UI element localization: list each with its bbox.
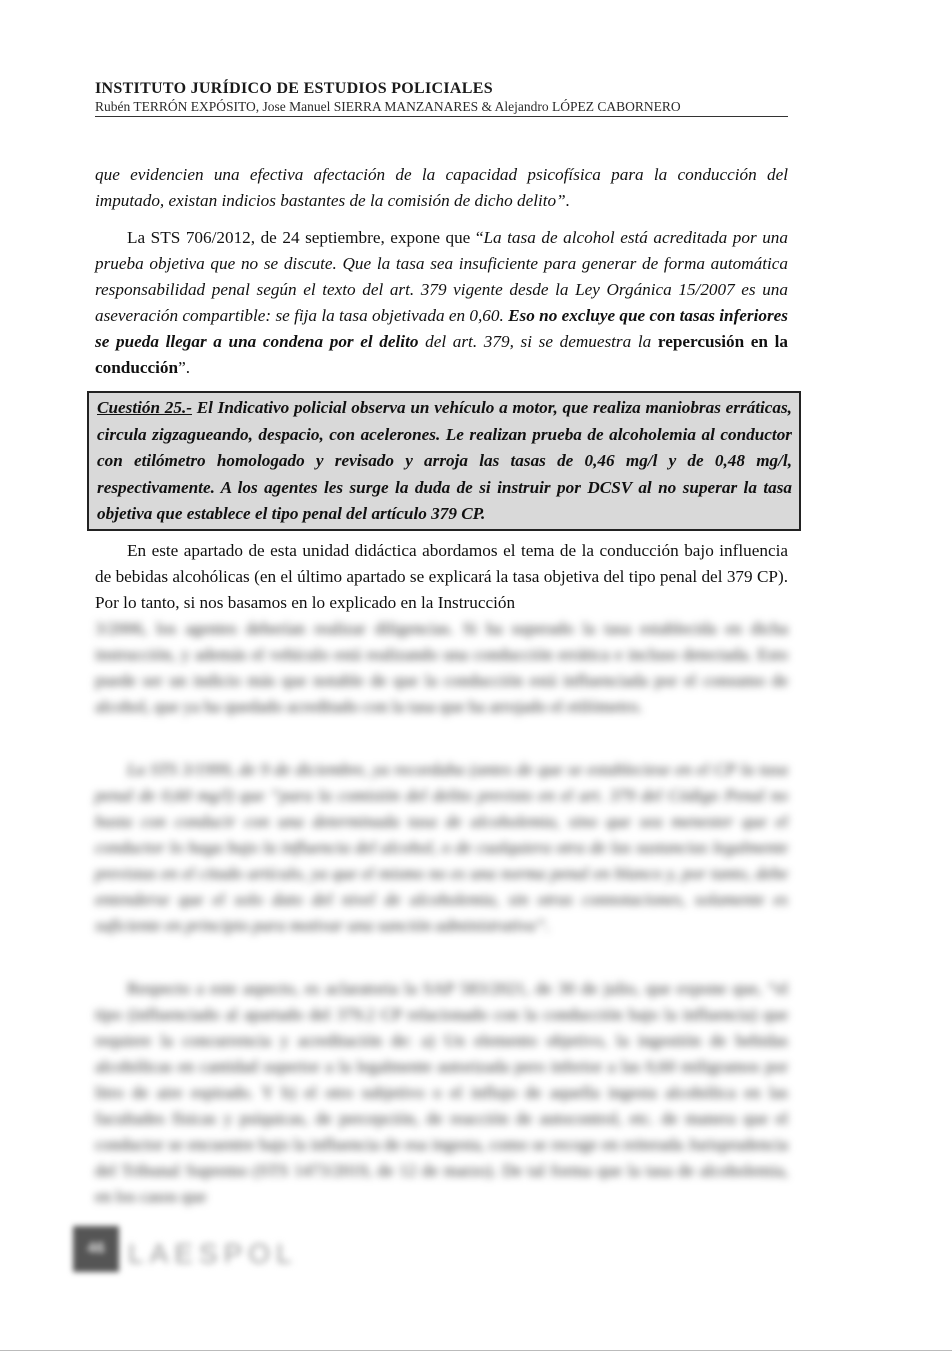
page-number-badge — [73, 1226, 119, 1272]
footer-logo: LAESPOL — [128, 1238, 298, 1269]
header-title: INSTITUTO JURÍDICO DE ESTUDIOS POLICIALES — [95, 80, 493, 97]
quote-bold-2: repercusión en la conducción — [95, 332, 789, 377]
paragraph-lead: La STS 706/2012, de 24 septiembre, expone que “ — [127, 228, 484, 247]
blurred-paragraph-3: Respecto a este aspecto, es aclaratoria la SAP 583/2021, de 30 de julio, que expone que, “el tipo (influenciado al apartado del 379.2 CP relacionado con la conducción bajo la influencia) que requiere la concurrencia y acreditación de: a) Un elemento objetivo, la ingestión de bebidas alcohólicas en cantidad superior a la legalmente autorizada pero inferior a las 0,60 miligramos por litro de aire espirado. Y b) el otro subjetivo o el influjo de aquella ingesta alcohólica en las facultades físicas y psíquicas, de percepción, de reacción de autocontrol, etc. de manera que el conductor se encuentre bajo la influencia de esa ingesta, como se recoge en reiterada Jurisprudencia del Tribunal Supremo (STS 1473/2019, de 12 de marzo). De tal forma que la tasa de alcoholemia, en los casos que — [95, 979, 788, 1206]
question-text: El Indicativo policial observa un vehículo a motor, que realiza maniobras erráticas, circula zigzagueando, despacio, con acelerones. Le realizan prueba de alcoholemia al conductor con etilómetro homologado y revisado y arroja las tasas de 0,46 mg/l y de 0,48 mg/l, respectivamente. A los agentes les surge la duda de si instruir por DCSV al no superar la tasa objetiva que establece el tipo penal del artículo 379 CP. — [97, 398, 792, 523]
paragraph-quote-continuation: que evidencien una efectiva afectación de la capacidad psicofísica para la conducción del imputado, existan indicios bastantes de la comisión de dicho delito”. — [95, 165, 788, 210]
question-callout-box — [87, 391, 801, 531]
quote-bold: Eso no excluye que con tasas inferiores se pueda llegar a una condena por el delito — [95, 306, 788, 351]
quote-mid: del art. 379, si se demuestra la — [418, 332, 658, 351]
blurred-paragraph-1: 3/2006, los agentes deberían realizar diligencias. Si ha superado la tasa establecida en dicha instrucción, y además el vehículo está realizando una conducción errática e incluso detectada. Esto puede ser un indicio más que notable de que la conducción está influenciada por el consumo de alcohol, que ya ha quedado acreditado con la tasa que ha arrojado el etilómetro. — [95, 619, 788, 716]
paragraph-intro: En este apartado de esta unidad didáctica abordamos el tema de la conducción bajo influencia de bebidas alcohólicas (en el último apartado se explicará la tasa objetiva del tipo penal del 379 CP). Por lo tanto, si nos basamos en lo explicado en la Instrucción — [95, 541, 788, 612]
header-authors: Rubén TERRÓN EXPÓSITO, Jose Manuel SIERRA MANZANARES & Alejandro LÓPEZ CABORNERO — [95, 99, 681, 114]
question-label: Cuestión 25.- — [97, 398, 192, 417]
quote-close: ”. — [178, 358, 191, 377]
page-bottom-edge — [0, 1350, 952, 1351]
quote-italic: La tasa de alcohol está acreditada por una prueba objetiva que no se discute. Que la tasa sea insuficiente para generar de forma automática responsabilidad penal según el texto del art. 379 vigente desde la Ley Orgánica 15/2007 es una aseveración compartible: se fija la tasa objetivada en 0,60. — [95, 228, 788, 325]
header-rule — [95, 116, 788, 117]
blurred-paragraph-2: La STS 3/1999, de 9 de diciembre, ya recordaba (antes de que se estableciese en el CP la tasa penal de 0,60 mg/l) que “para la comisión del delito previsto en el art. 379 del Código Penal no basta con conducir con una determinada tasa de alcoholemia, sino que sea menester que el conductor lo haga bajo la influencia del alcohol, o de cualquiera otra de las sustancias legalmente previstas en el citado artículo, ya que el mismo no es una norma penal en blanco y, por tanto, debe entenderse que el solo dato del nivel de alcoholemia, sin otras connotaciones, solamente es suficiente en principio para motivar una sanción administrativa”. — [95, 760, 788, 935]
page-number: 46 — [87, 1240, 105, 1257]
paragraph-sts-706-2012 — [95, 225, 788, 381]
